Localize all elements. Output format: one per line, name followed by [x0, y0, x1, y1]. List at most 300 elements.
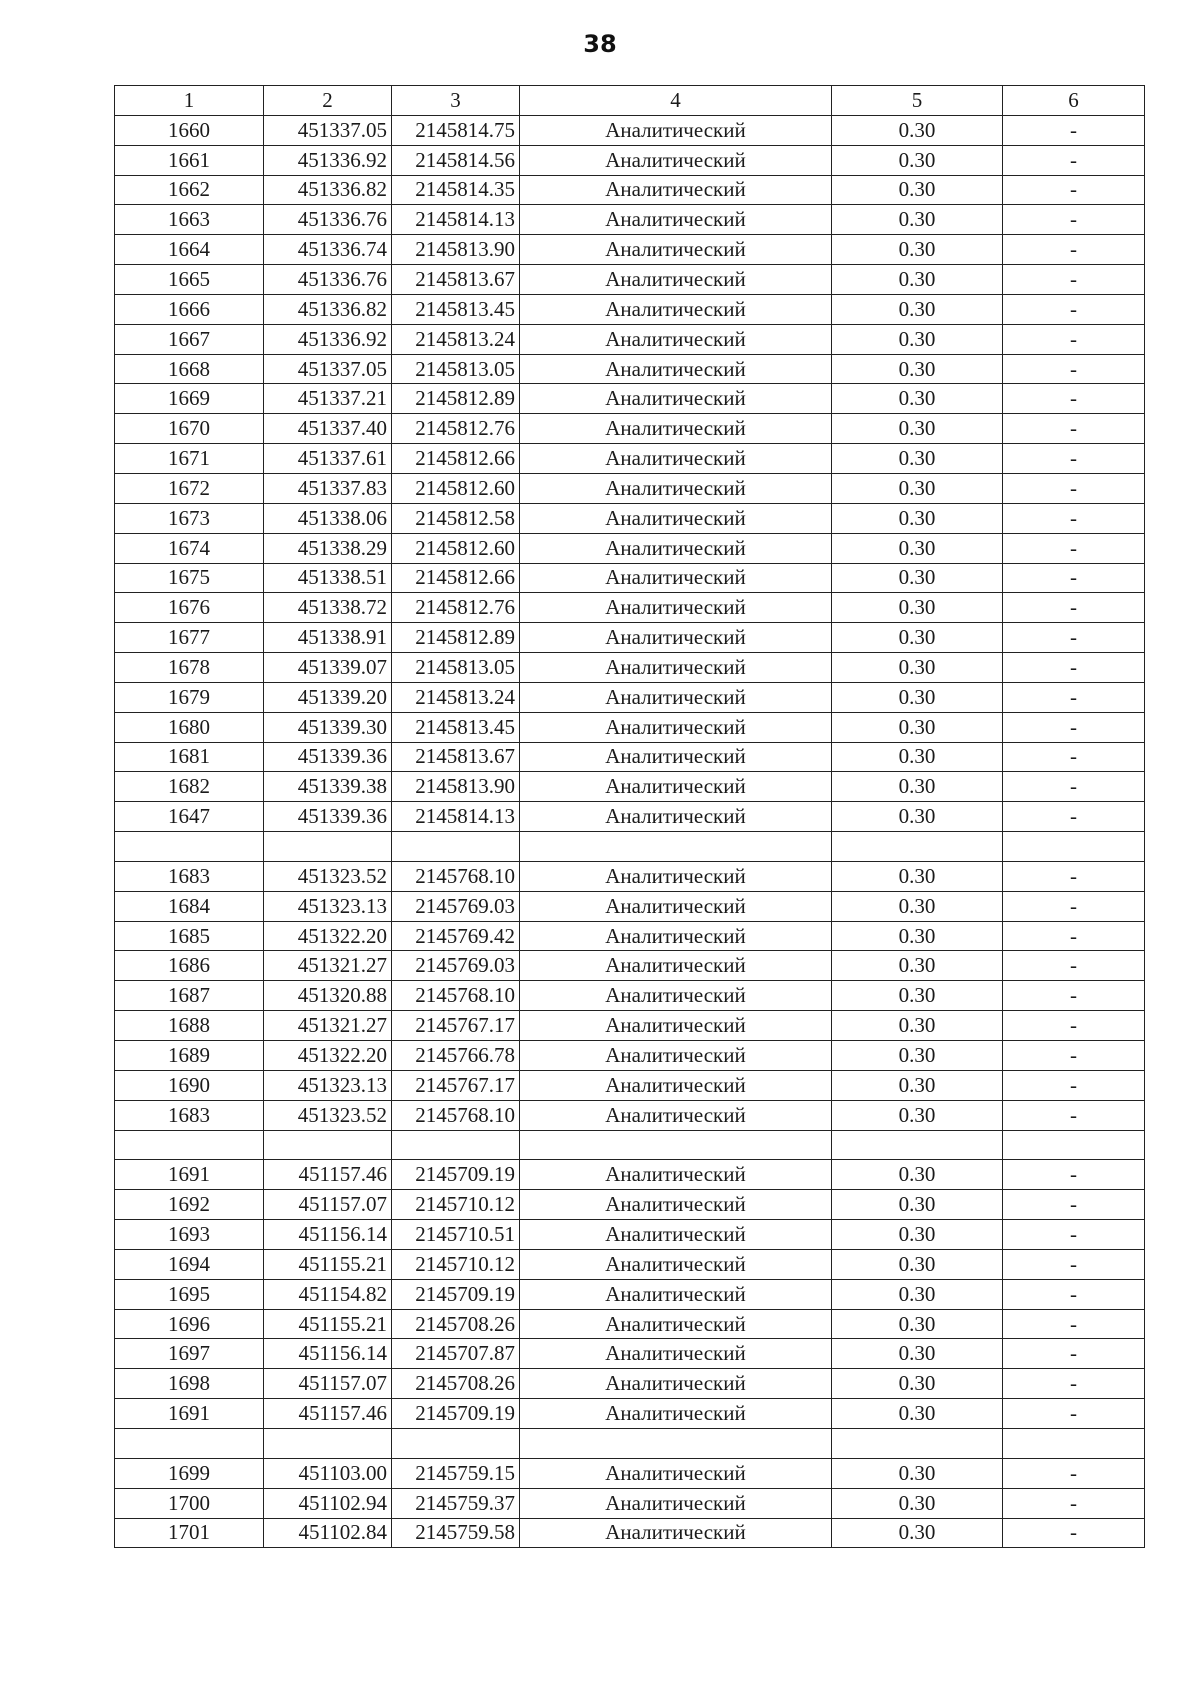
point-number-cell: 1683: [115, 1100, 264, 1130]
accuracy-cell: 0.30: [832, 682, 1003, 712]
table-row: [115, 235, 1145, 265]
accuracy-cell: 0.30: [832, 1488, 1003, 1518]
method-cell: Аналитический: [520, 354, 832, 384]
table-row: [115, 742, 1145, 772]
note-cell: -: [1003, 414, 1145, 444]
point-number-cell: 1682: [115, 772, 264, 802]
note-cell: -: [1003, 951, 1145, 981]
method-cell: Аналитический: [520, 175, 832, 205]
table-row: [115, 1249, 1145, 1279]
point-number-cell: 1692: [115, 1190, 264, 1220]
method-cell: Аналитический: [520, 1220, 832, 1250]
method-cell: Аналитический: [520, 891, 832, 921]
accuracy-cell: 0.30: [832, 593, 1003, 623]
y-coordinate-cell: 2145812.76: [392, 414, 520, 444]
y-coordinate-cell: 2145708.26: [392, 1309, 520, 1339]
note-cell: -: [1003, 891, 1145, 921]
point-number-cell: 1662: [115, 175, 264, 205]
table-row: [115, 1428, 1145, 1458]
point-number-cell: 1647: [115, 802, 264, 832]
x-coordinate-cell: 451323.52: [264, 1100, 392, 1130]
method-cell: Аналитический: [520, 1279, 832, 1309]
table-body: [115, 115, 1145, 1548]
table-row: [115, 1190, 1145, 1220]
method-cell: Аналитический: [520, 1070, 832, 1100]
accuracy-cell: 0.30: [832, 1220, 1003, 1250]
table-row: [115, 1458, 1145, 1488]
method-cell: Аналитический: [520, 235, 832, 265]
accuracy-cell: 0.30: [832, 503, 1003, 533]
point-number-cell: 1696: [115, 1309, 264, 1339]
note-cell: -: [1003, 682, 1145, 712]
y-coordinate-cell: 2145812.66: [392, 444, 520, 474]
note-cell: -: [1003, 1339, 1145, 1369]
x-coordinate-cell: 451322.20: [264, 1041, 392, 1071]
table-row: [115, 1488, 1145, 1518]
accuracy-cell: 0.30: [832, 414, 1003, 444]
y-coordinate-cell: 2145768.10: [392, 1100, 520, 1130]
column-header-3: 3: [392, 86, 520, 116]
point-number-cell: [115, 832, 264, 862]
x-coordinate-cell: 451154.82: [264, 1279, 392, 1309]
y-coordinate-cell: 2145710.12: [392, 1249, 520, 1279]
x-coordinate-cell: 451336.82: [264, 175, 392, 205]
method-cell: Аналитический: [520, 802, 832, 832]
accuracy-cell: 0.30: [832, 1309, 1003, 1339]
table-row: [115, 1041, 1145, 1071]
table-row: [115, 861, 1145, 891]
accuracy-cell: 0.30: [832, 354, 1003, 384]
table-row: [115, 1309, 1145, 1339]
point-number-cell: 1678: [115, 653, 264, 683]
x-coordinate-cell: 451336.82: [264, 294, 392, 324]
y-coordinate-cell: 2145768.10: [392, 861, 520, 891]
note-cell: -: [1003, 324, 1145, 354]
y-coordinate-cell: 2145709.19: [392, 1399, 520, 1429]
method-cell: [520, 1428, 832, 1458]
column-header-4: 4: [520, 86, 832, 116]
note-cell: [1003, 1428, 1145, 1458]
note-cell: -: [1003, 205, 1145, 235]
point-number-cell: 1679: [115, 682, 264, 712]
table-row: [115, 682, 1145, 712]
accuracy-cell: 0.30: [832, 205, 1003, 235]
y-coordinate-cell: 2145766.78: [392, 1041, 520, 1071]
note-cell: -: [1003, 235, 1145, 265]
x-coordinate-cell: 451321.27: [264, 951, 392, 981]
method-cell: Аналитический: [520, 653, 832, 683]
point-number-cell: 1668: [115, 354, 264, 384]
accuracy-cell: [832, 1130, 1003, 1160]
point-number-cell: 1670: [115, 414, 264, 444]
point-number-cell: 1685: [115, 921, 264, 951]
point-number-cell: 1683: [115, 861, 264, 891]
y-coordinate-cell: 2145814.13: [392, 802, 520, 832]
note-cell: -: [1003, 533, 1145, 563]
table-row: [115, 503, 1145, 533]
note-cell: -: [1003, 1220, 1145, 1250]
accuracy-cell: 0.30: [832, 891, 1003, 921]
y-coordinate-cell: 2145709.19: [392, 1279, 520, 1309]
method-cell: Аналитический: [520, 1100, 832, 1130]
x-coordinate-cell: 451339.36: [264, 802, 392, 832]
table-row: [115, 653, 1145, 683]
x-coordinate-cell: 451103.00: [264, 1458, 392, 1488]
method-cell: Аналитический: [520, 951, 832, 981]
coordinates-table: [114, 85, 1145, 1548]
x-coordinate-cell: 451338.91: [264, 623, 392, 653]
point-number-cell: 1690: [115, 1070, 264, 1100]
x-coordinate-cell: 451338.51: [264, 563, 392, 593]
x-coordinate-cell: 451339.38: [264, 772, 392, 802]
method-cell: [520, 1130, 832, 1160]
x-coordinate-cell: 451323.13: [264, 891, 392, 921]
y-coordinate-cell: 2145813.24: [392, 324, 520, 354]
method-cell: Аналитический: [520, 205, 832, 235]
accuracy-cell: 0.30: [832, 444, 1003, 474]
y-coordinate-cell: 2145759.15: [392, 1458, 520, 1488]
note-cell: -: [1003, 1041, 1145, 1071]
y-coordinate-cell: 2145814.35: [392, 175, 520, 205]
y-coordinate-cell: 2145813.90: [392, 772, 520, 802]
note-cell: -: [1003, 354, 1145, 384]
table-row: [115, 832, 1145, 862]
note-cell: -: [1003, 593, 1145, 623]
method-cell: Аналитический: [520, 981, 832, 1011]
note-cell: -: [1003, 384, 1145, 414]
y-coordinate-cell: 2145769.42: [392, 921, 520, 951]
point-number-cell: [115, 1428, 264, 1458]
point-number-cell: 1691: [115, 1160, 264, 1190]
accuracy-cell: 0.30: [832, 623, 1003, 653]
accuracy-cell: 0.30: [832, 981, 1003, 1011]
x-coordinate-cell: 451339.36: [264, 742, 392, 772]
accuracy-cell: 0.30: [832, 175, 1003, 205]
point-number-cell: 1667: [115, 324, 264, 354]
x-coordinate-cell: 451321.27: [264, 1011, 392, 1041]
method-cell: Аналитический: [520, 623, 832, 653]
method-cell: Аналитический: [520, 503, 832, 533]
point-number-cell: 1673: [115, 503, 264, 533]
accuracy-cell: 0.30: [832, 1100, 1003, 1130]
y-coordinate-cell: 2145812.89: [392, 384, 520, 414]
method-cell: Аналитический: [520, 1309, 832, 1339]
note-cell: -: [1003, 1488, 1145, 1518]
accuracy-cell: 0.30: [832, 1518, 1003, 1548]
x-coordinate-cell: 451337.61: [264, 444, 392, 474]
accuracy-cell: 0.30: [832, 861, 1003, 891]
accuracy-cell: 0.30: [832, 951, 1003, 981]
y-coordinate-cell: 2145812.76: [392, 593, 520, 623]
table-row: [115, 1399, 1145, 1429]
method-cell: Аналитический: [520, 1369, 832, 1399]
accuracy-cell: 0.30: [832, 1458, 1003, 1488]
note-cell: -: [1003, 1160, 1145, 1190]
y-coordinate-cell: 2145768.10: [392, 981, 520, 1011]
table-row: [115, 175, 1145, 205]
y-coordinate-cell: 2145767.17: [392, 1011, 520, 1041]
accuracy-cell: [832, 1428, 1003, 1458]
x-coordinate-cell: 451338.29: [264, 533, 392, 563]
point-number-cell: 1663: [115, 205, 264, 235]
table-row: [115, 1339, 1145, 1369]
x-coordinate-cell: 451157.46: [264, 1160, 392, 1190]
point-number-cell: 1694: [115, 1249, 264, 1279]
point-number-cell: 1664: [115, 235, 264, 265]
method-cell: Аналитический: [520, 444, 832, 474]
note-cell: -: [1003, 563, 1145, 593]
table-row: [115, 145, 1145, 175]
table-row: [115, 921, 1145, 951]
point-number-cell: 1684: [115, 891, 264, 921]
y-coordinate-cell: 2145814.75: [392, 115, 520, 145]
note-cell: -: [1003, 503, 1145, 533]
note-cell: -: [1003, 145, 1145, 175]
column-header-1: 1: [115, 86, 264, 116]
table-row: [115, 891, 1145, 921]
y-coordinate-cell: 2145812.66: [392, 563, 520, 593]
table-row: [115, 1220, 1145, 1250]
table-row: [115, 981, 1145, 1011]
method-cell: [520, 832, 832, 862]
accuracy-cell: 0.30: [832, 1339, 1003, 1369]
method-cell: Аналитический: [520, 861, 832, 891]
y-coordinate-cell: 2145709.19: [392, 1160, 520, 1190]
method-cell: Аналитический: [520, 1399, 832, 1429]
accuracy-cell: 0.30: [832, 1279, 1003, 1309]
method-cell: Аналитический: [520, 1190, 832, 1220]
point-number-cell: 1665: [115, 265, 264, 295]
note-cell: -: [1003, 1309, 1145, 1339]
y-coordinate-cell: 2145813.67: [392, 742, 520, 772]
x-coordinate-cell: 451322.20: [264, 921, 392, 951]
note-cell: -: [1003, 1070, 1145, 1100]
point-number-cell: 1686: [115, 951, 264, 981]
accuracy-cell: 0.30: [832, 921, 1003, 951]
table-row: [115, 354, 1145, 384]
method-cell: Аналитический: [520, 533, 832, 563]
table-row: [115, 563, 1145, 593]
point-number-cell: 1681: [115, 742, 264, 772]
accuracy-cell: 0.30: [832, 653, 1003, 683]
x-coordinate-cell: 451155.21: [264, 1309, 392, 1339]
note-cell: -: [1003, 1279, 1145, 1309]
table-row: [115, 265, 1145, 295]
point-number-cell: 1672: [115, 473, 264, 503]
table-row: [115, 473, 1145, 503]
note-cell: -: [1003, 1190, 1145, 1220]
note-cell: -: [1003, 1011, 1145, 1041]
x-coordinate-cell: 451339.30: [264, 712, 392, 742]
method-cell: Аналитический: [520, 324, 832, 354]
point-number-cell: 1669: [115, 384, 264, 414]
method-cell: Аналитический: [520, 145, 832, 175]
x-coordinate-cell: [264, 1428, 392, 1458]
point-number-cell: 1695: [115, 1279, 264, 1309]
x-coordinate-cell: 451157.07: [264, 1190, 392, 1220]
point-number-cell: 1687: [115, 981, 264, 1011]
method-cell: Аналитический: [520, 1339, 832, 1369]
method-cell: Аналитический: [520, 294, 832, 324]
note-cell: -: [1003, 294, 1145, 324]
note-cell: -: [1003, 115, 1145, 145]
table-row: [115, 414, 1145, 444]
accuracy-cell: 0.30: [832, 1369, 1003, 1399]
note-cell: -: [1003, 623, 1145, 653]
y-coordinate-cell: 2145812.60: [392, 473, 520, 503]
accuracy-cell: 0.30: [832, 712, 1003, 742]
table-row: [115, 802, 1145, 832]
x-coordinate-cell: 451156.14: [264, 1339, 392, 1369]
method-cell: Аналитический: [520, 742, 832, 772]
accuracy-cell: 0.30: [832, 1041, 1003, 1071]
accuracy-cell: 0.30: [832, 1249, 1003, 1279]
point-number-cell: 1660: [115, 115, 264, 145]
method-cell: Аналитический: [520, 473, 832, 503]
point-number-cell: 1674: [115, 533, 264, 563]
y-coordinate-cell: 2145813.05: [392, 653, 520, 683]
y-coordinate-cell: 2145813.45: [392, 294, 520, 324]
table-row: [115, 1369, 1145, 1399]
table-row: [115, 205, 1145, 235]
method-cell: Аналитический: [520, 1041, 832, 1071]
method-cell: Аналитический: [520, 1011, 832, 1041]
note-cell: [1003, 832, 1145, 862]
accuracy-cell: 0.30: [832, 324, 1003, 354]
table-row: [115, 1100, 1145, 1130]
table-row: [115, 533, 1145, 563]
accuracy-cell: 0.30: [832, 235, 1003, 265]
note-cell: -: [1003, 1399, 1145, 1429]
x-coordinate-cell: 451323.52: [264, 861, 392, 891]
point-number-cell: 1688: [115, 1011, 264, 1041]
method-cell: Аналитический: [520, 563, 832, 593]
method-cell: Аналитический: [520, 1518, 832, 1548]
accuracy-cell: 0.30: [832, 1070, 1003, 1100]
point-number-cell: 1700: [115, 1488, 264, 1518]
table-header-row: [115, 86, 1145, 116]
y-coordinate-cell: 2145769.03: [392, 891, 520, 921]
note-cell: -: [1003, 921, 1145, 951]
y-coordinate-cell: 2145813.45: [392, 712, 520, 742]
x-coordinate-cell: 451336.92: [264, 324, 392, 354]
note-cell: -: [1003, 1100, 1145, 1130]
x-coordinate-cell: 451336.74: [264, 235, 392, 265]
table-row: [115, 772, 1145, 802]
accuracy-cell: 0.30: [832, 1160, 1003, 1190]
note-cell: -: [1003, 861, 1145, 891]
method-cell: Аналитический: [520, 1458, 832, 1488]
table-row: [115, 623, 1145, 653]
table-row: [115, 1279, 1145, 1309]
accuracy-cell: 0.30: [832, 115, 1003, 145]
column-header-2: 2: [264, 86, 392, 116]
table-row: [115, 1011, 1145, 1041]
y-coordinate-cell: 2145812.60: [392, 533, 520, 563]
x-coordinate-cell: 451157.46: [264, 1399, 392, 1429]
y-coordinate-cell: 2145710.12: [392, 1190, 520, 1220]
point-number-cell: 1677: [115, 623, 264, 653]
x-coordinate-cell: 451102.94: [264, 1488, 392, 1518]
method-cell: Аналитический: [520, 414, 832, 444]
point-number-cell: 1699: [115, 1458, 264, 1488]
x-coordinate-cell: [264, 1130, 392, 1160]
note-cell: -: [1003, 1458, 1145, 1488]
x-coordinate-cell: 451336.76: [264, 265, 392, 295]
x-coordinate-cell: 451336.76: [264, 205, 392, 235]
accuracy-cell: [832, 832, 1003, 862]
y-coordinate-cell: 2145812.89: [392, 623, 520, 653]
table-row: [115, 444, 1145, 474]
x-coordinate-cell: 451102.84: [264, 1518, 392, 1548]
table-row: [115, 1070, 1145, 1100]
y-coordinate-cell: 2145769.03: [392, 951, 520, 981]
point-number-cell: 1689: [115, 1041, 264, 1071]
table-row: [115, 712, 1145, 742]
method-cell: Аналитический: [520, 1160, 832, 1190]
accuracy-cell: 0.30: [832, 1011, 1003, 1041]
accuracy-cell: 0.30: [832, 1399, 1003, 1429]
x-coordinate-cell: 451337.83: [264, 473, 392, 503]
accuracy-cell: 0.30: [832, 294, 1003, 324]
y-coordinate-cell: 2145759.58: [392, 1518, 520, 1548]
point-number-cell: 1666: [115, 294, 264, 324]
point-number-cell: 1691: [115, 1399, 264, 1429]
table-row: [115, 294, 1145, 324]
accuracy-cell: 0.30: [832, 1190, 1003, 1220]
method-cell: Аналитический: [520, 1488, 832, 1518]
table-row: [115, 115, 1145, 145]
point-number-cell: 1675: [115, 563, 264, 593]
x-coordinate-cell: 451337.21: [264, 384, 392, 414]
method-cell: Аналитический: [520, 682, 832, 712]
point-number-cell: 1661: [115, 145, 264, 175]
x-coordinate-cell: 451156.14: [264, 1220, 392, 1250]
note-cell: -: [1003, 742, 1145, 772]
note-cell: -: [1003, 1369, 1145, 1399]
point-number-cell: 1693: [115, 1220, 264, 1250]
x-coordinate-cell: 451339.20: [264, 682, 392, 712]
table-row: [115, 384, 1145, 414]
x-coordinate-cell: 451337.05: [264, 354, 392, 384]
method-cell: Аналитический: [520, 384, 832, 414]
x-coordinate-cell: [264, 832, 392, 862]
note-cell: -: [1003, 802, 1145, 832]
accuracy-cell: 0.30: [832, 265, 1003, 295]
note-cell: -: [1003, 712, 1145, 742]
point-number-cell: 1671: [115, 444, 264, 474]
point-number-cell: 1676: [115, 593, 264, 623]
y-coordinate-cell: 2145813.24: [392, 682, 520, 712]
y-coordinate-cell: 2145767.17: [392, 1070, 520, 1100]
method-cell: Аналитический: [520, 772, 832, 802]
note-cell: -: [1003, 1249, 1145, 1279]
x-coordinate-cell: 451338.72: [264, 593, 392, 623]
point-number-cell: 1701: [115, 1518, 264, 1548]
note-cell: -: [1003, 1518, 1145, 1548]
x-coordinate-cell: 451155.21: [264, 1249, 392, 1279]
column-header-5: 5: [832, 86, 1003, 116]
method-cell: Аналитический: [520, 265, 832, 295]
accuracy-cell: 0.30: [832, 772, 1003, 802]
note-cell: -: [1003, 473, 1145, 503]
y-coordinate-cell: 2145814.13: [392, 205, 520, 235]
column-header-6: 6: [1003, 86, 1145, 116]
y-coordinate-cell: 2145812.58: [392, 503, 520, 533]
note-cell: -: [1003, 444, 1145, 474]
x-coordinate-cell: 451337.05: [264, 115, 392, 145]
y-coordinate-cell: 2145710.51: [392, 1220, 520, 1250]
